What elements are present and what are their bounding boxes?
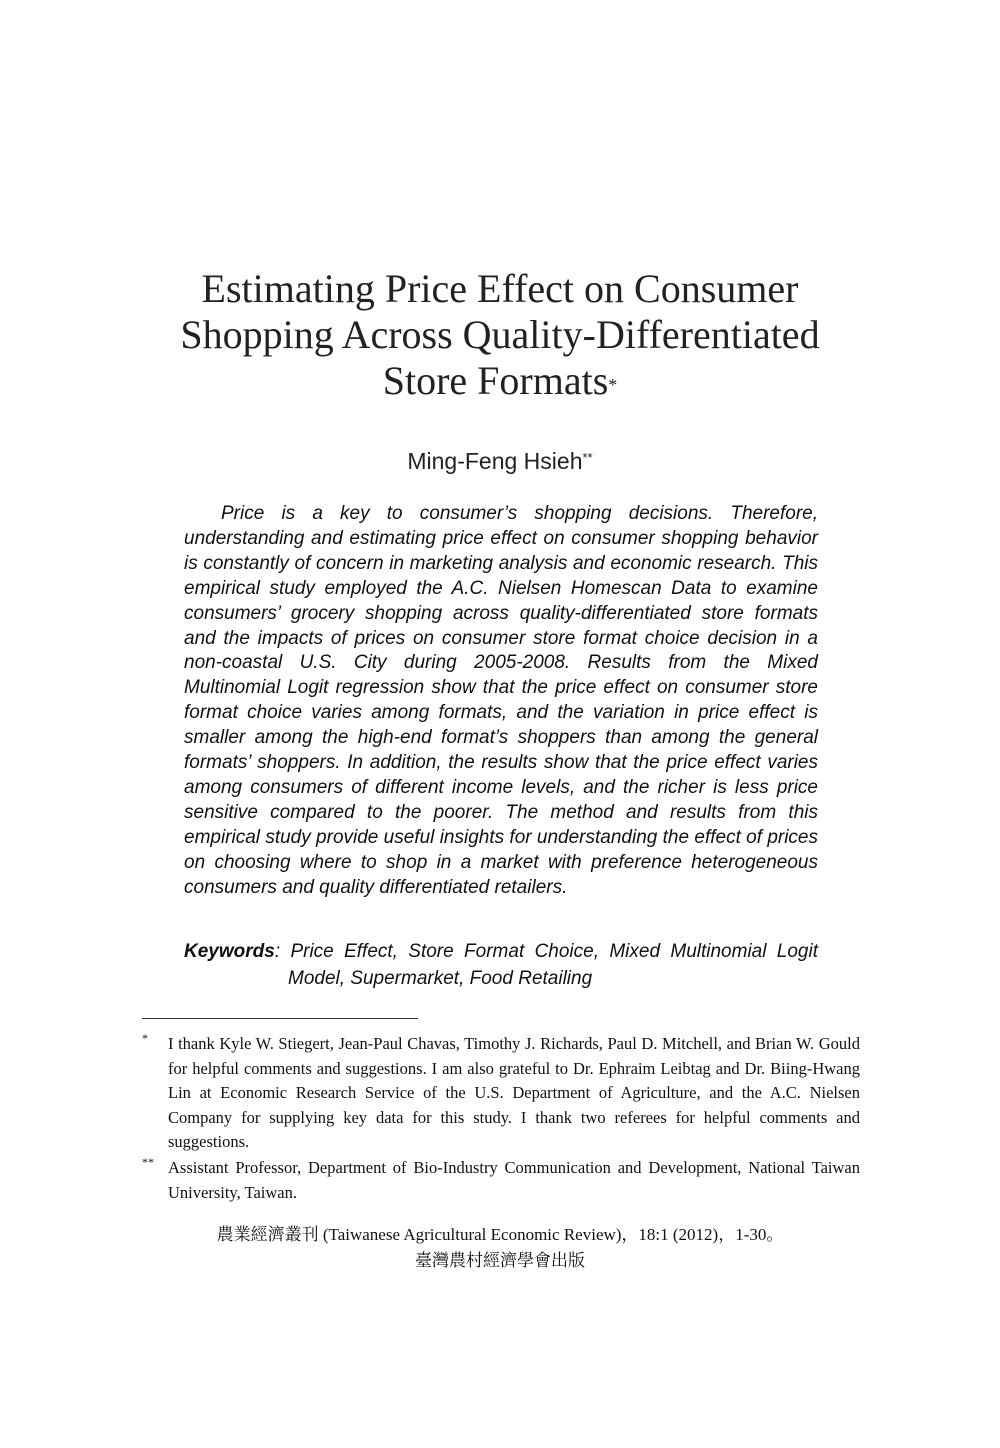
journal-citation: 農業經濟叢刊 (Taiwanese Agricultural Economic Review)，18:1 (2012)，1-30。 [216,1225,784,1244]
keywords-separator: : [274,941,291,962]
title-line-2: Shopping Across Quality-Differentiated [180,312,820,357]
title-line-3 [0,358,1000,404]
title-footnote-marker: * [608,375,618,395]
abstract: Price is a key to consumer’s shopping decisions. Therefore, understanding and estimating price effect on consumer shopping behavior is constantly of concern in marketing analysis and economic research. This empirical study employed the A.C. Nielsen Homescan Data to examine consumers’ grocery shopping across quality-differentiated store formats and the impacts of prices on consumer store format choice decision in a non-coastal U.S. City during 2005-2008. Results from the Mixed Multinomial Logit regression show that the price effect on consumer store format choice varies among formats, and the variation in price effect is smaller among the high-end format’s shoppers than among the general formats’ shoppers. In addition, the results show that the price effect varies among consumers of different income levels, and the richer is less price sensitive compared to the poorer. The method and results from this empirical study provide useful insights for understanding the effect of prices on choosing where to shop in a market with preference heterogeneous consumers and quality differentiated retailers. [184,503,818,898]
footnote-mark: ** [142,1155,154,1169]
footnote-mark: * [142,1031,148,1045]
author-footnote-marker: ** [582,450,593,465]
keywords-label: Keywords [184,941,275,962]
footnote-text: I thank Kyle W. Stiegert, Jean-Paul Chavas, Timothy J. Richards, Paul D. Mitchell, and Brian W. Gould for helpful comments and suggestions. I am also grateful to Dr. Ephraim Leibtag and Dr. Biing-Hwang Lin at Economic Research Service of the U.S. Department of Agriculture, and the A.C. Nielsen Company for supplying key data for this study. I thank two referees for helpful comments and suggestions. [168,1034,860,1152]
footnote-affiliation [142,1156,860,1205]
author-line [0,448,1000,475]
footnote-text: Assistant Professor, Department of Bio-Industry Communication and Development, National Taiwan University, Taiwan. [168,1158,860,1202]
title-line-1: Estimating Price Effect on Consumer [201,266,799,311]
journal-info [0,1222,1000,1274]
paper-title [0,266,1000,404]
author-name: Ming-Feng Hsieh [407,448,583,474]
title-line-3-text: Store Formats [382,358,609,403]
keywords [184,938,818,992]
journal-publisher: 臺灣農村經濟學會出版 [415,1251,585,1270]
footnote-acknowledgment [142,1032,860,1155]
keywords-text: Price Effect, Store Format Choice, Mixed Multinomial Logit Model, Supermarket, Food Retailing [288,941,819,989]
footnote-divider [142,1018,418,1019]
